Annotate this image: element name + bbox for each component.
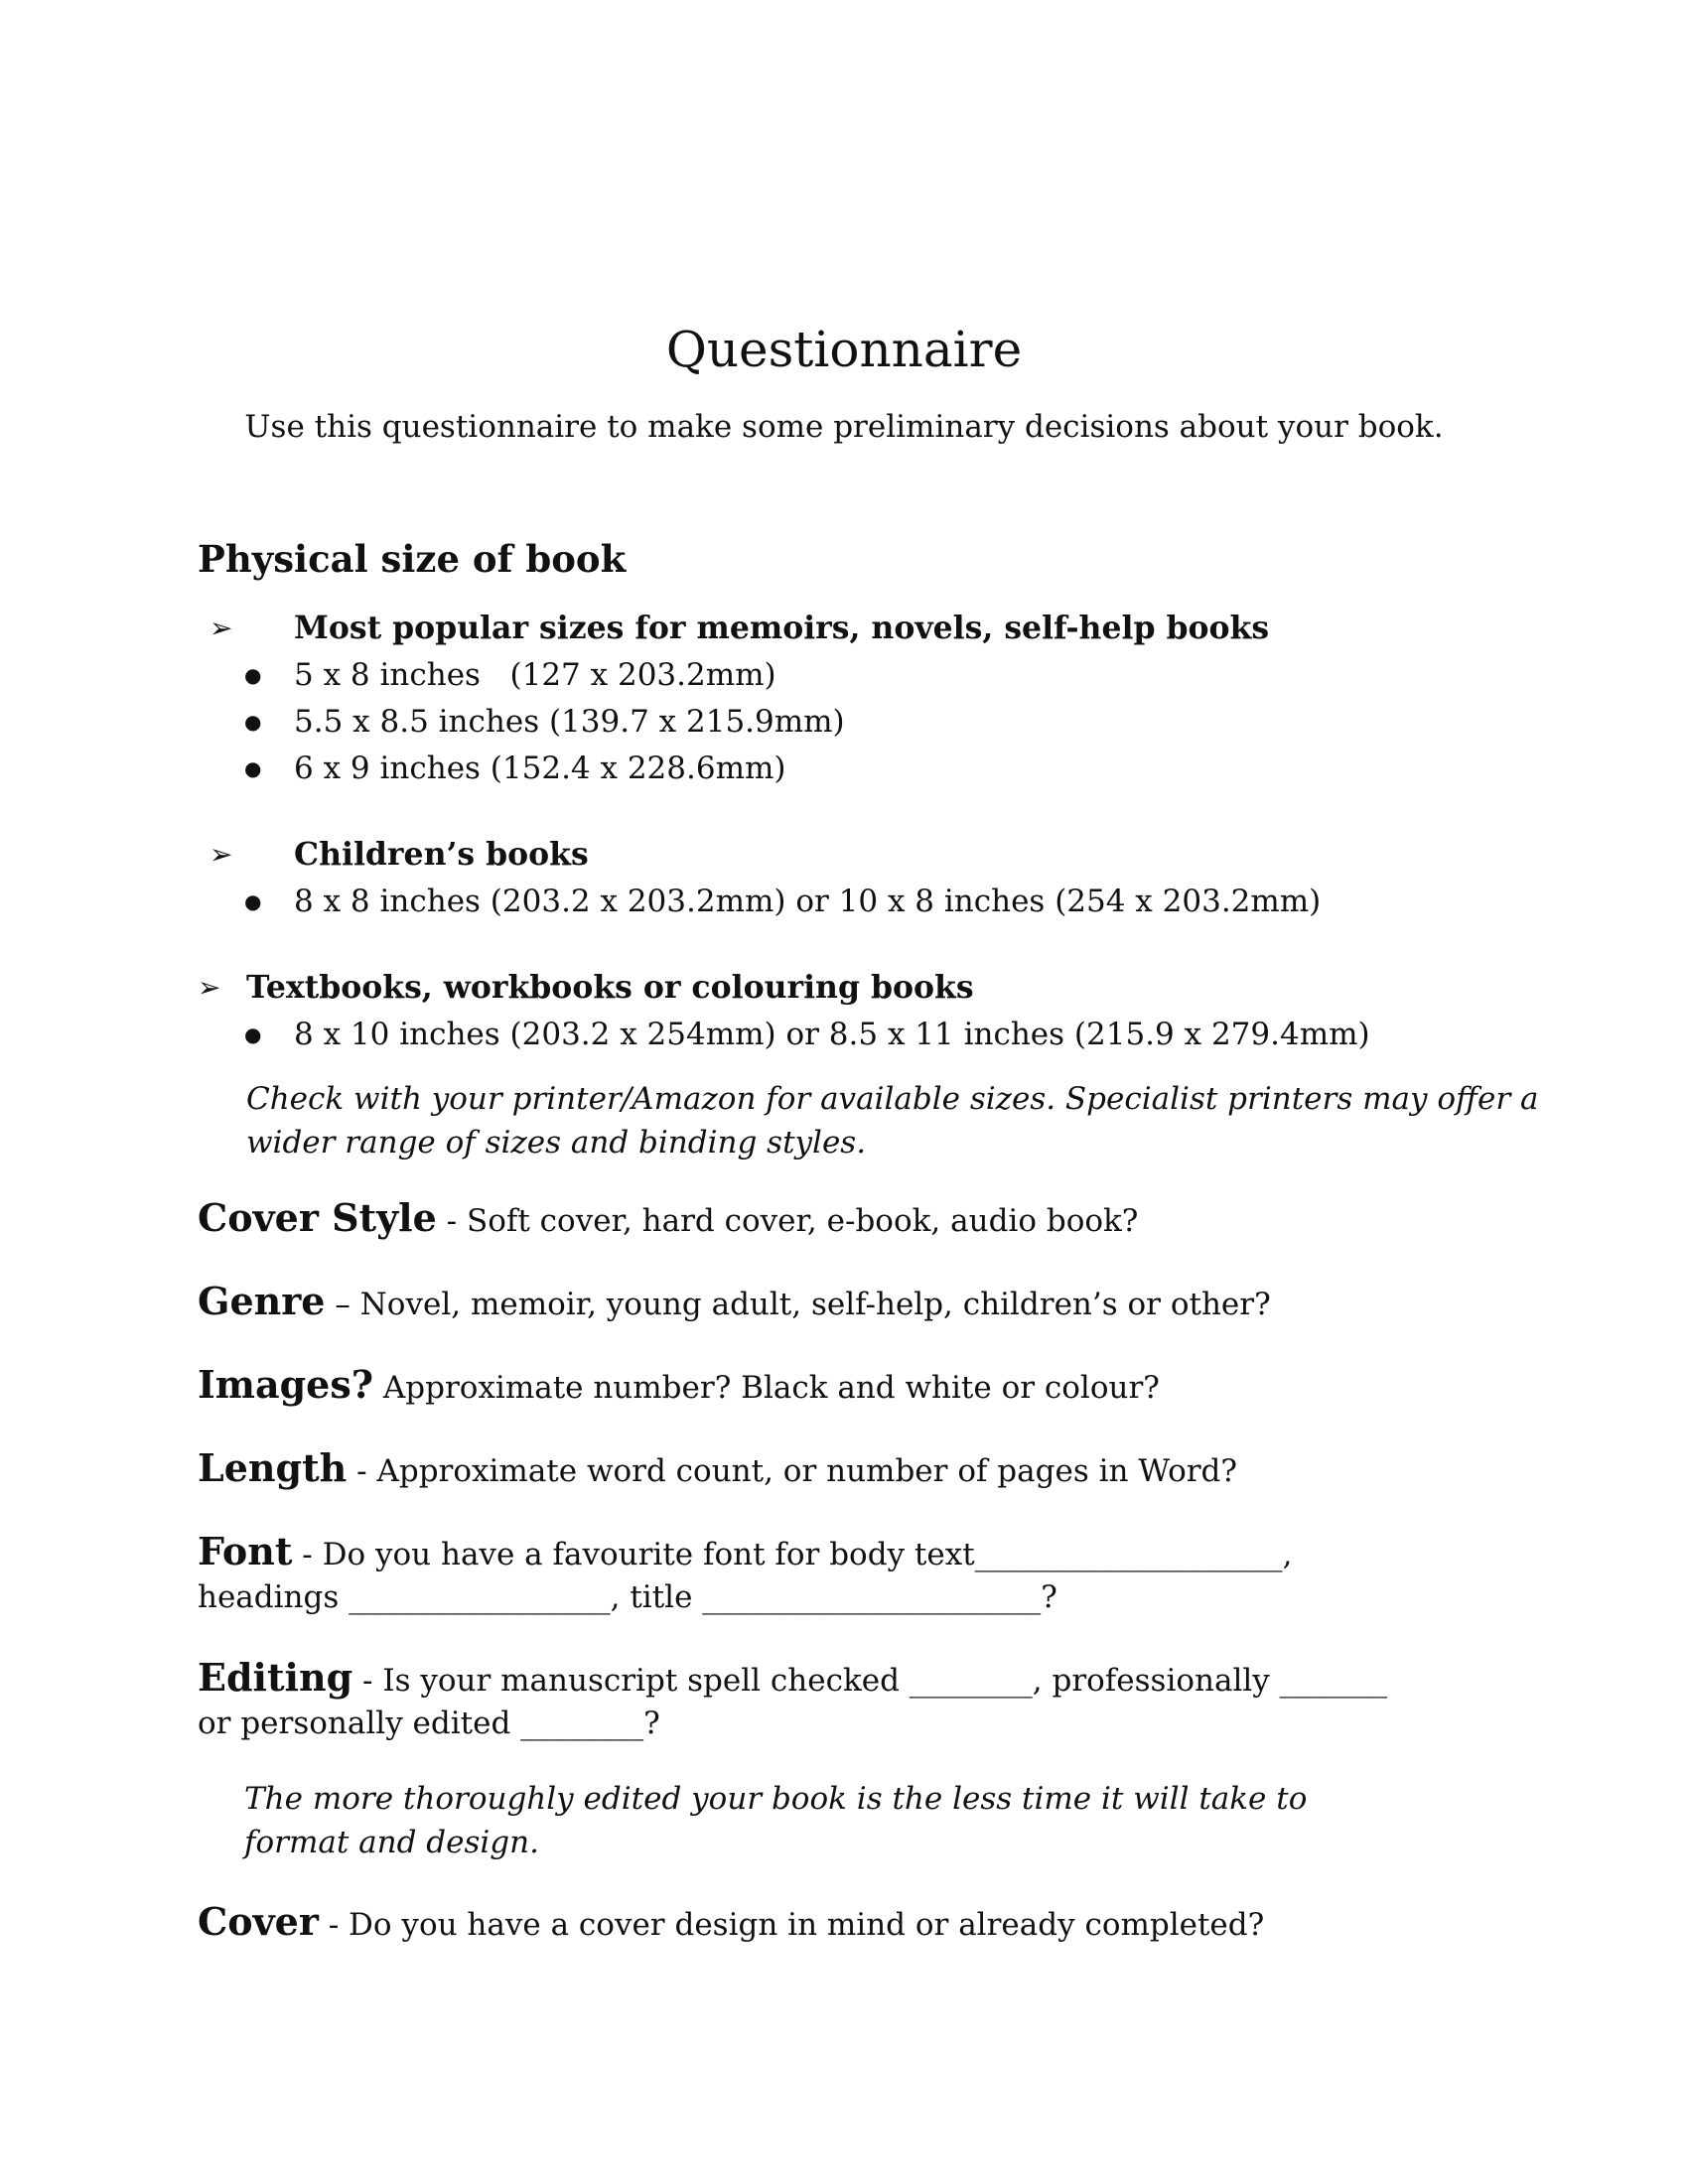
- physical-size-heading: Physical size of book: [198, 537, 627, 581]
- list-item: 8 x 10 inches (203.2 x 254mm) or 8.5 x 11 inches (215.9 x 279.4mm): [294, 1017, 1370, 1052]
- arrow-bullet-icon: ➢: [210, 612, 233, 644]
- bullet-icon: ●: [244, 663, 262, 687]
- images-line: [198, 1362, 1160, 1411]
- length-text: - Approximate word count, or number of pages in Word?: [347, 1453, 1238, 1489]
- genre-label: Genre: [198, 1279, 326, 1323]
- editing-note-line1: The more thoroughly edited your book is the less time it will take to: [244, 1781, 1308, 1817]
- editing-label: Editing: [198, 1655, 353, 1700]
- genre-line: [198, 1279, 1271, 1327]
- cover-style-label: Cover Style: [198, 1195, 437, 1240]
- cover-text: - Do you have a cover design in mind or already completed?: [318, 1907, 1265, 1943]
- page-title: Questionnaire: [665, 321, 1023, 378]
- length-label: Length: [198, 1445, 348, 1490]
- editing-text-line1: - Is your manuscript spell checked ________, professionally _______: [352, 1663, 1388, 1699]
- editing-note-line2: format and design.: [244, 1825, 539, 1860]
- cover-label: Cover: [198, 1899, 319, 1944]
- font-text-line1: - Do you have a favourite font for body text____________________,: [292, 1537, 1293, 1572]
- length-line: [198, 1445, 1237, 1494]
- cover-style-line: [198, 1195, 1138, 1244]
- list-item: 6 x 9 inches (152.4 x 228.6mm): [294, 751, 786, 786]
- images-text: Approximate number? Black and white or colour?: [373, 1370, 1160, 1406]
- genre-text: – Novel, memoir, young adult, self-help, children’s or other?: [325, 1287, 1271, 1322]
- sizes-note-line2: wider range of sizes and binding styles.: [246, 1125, 867, 1160]
- list-item: 5.5 x 8.5 inches (139.7 x 215.9mm): [294, 704, 845, 740]
- bullet-icon: ●: [244, 889, 262, 913]
- bullet-icon: ●: [244, 1023, 262, 1046]
- intro-text: Use this questionnaire to make some preliminary decisions about your book.: [244, 409, 1444, 445]
- list-item: 8 x 8 inches (203.2 x 203.2mm) or 10 x 8 inches (254 x 203.2mm): [294, 884, 1322, 919]
- bullet-icon: ●: [244, 710, 262, 734]
- editing-text-line2: or personally edited ________?: [198, 1706, 660, 1741]
- font-line: [198, 1529, 1293, 1577]
- textbooks-heading: Textbooks, workbooks or colouring books: [246, 969, 974, 1006]
- cover-style-text: - Soft cover, hard cover, e-book, audio book?: [436, 1203, 1139, 1239]
- childrens-books-heading: Children’s books: [294, 836, 589, 873]
- font-label: Font: [198, 1529, 293, 1573]
- images-label: Images?: [198, 1362, 374, 1407]
- popular-sizes-heading: Most popular sizes for memoirs, novels, self-help books: [294, 610, 1270, 646]
- sizes-note-line1: Check with your printer/Amazon for available sizes. Specialist printers may offer a: [246, 1081, 1539, 1117]
- arrow-bullet-icon: ➢: [198, 971, 221, 1004]
- cover-line: [198, 1899, 1264, 1948]
- arrow-bullet-icon: ➢: [210, 838, 233, 871]
- editing-line: [198, 1655, 1387, 1704]
- list-item: 5 x 8 inches (127 x 203.2mm): [294, 657, 776, 693]
- bullet-icon: ●: [244, 756, 262, 780]
- font-text-line2: headings _________________, title ______________________?: [198, 1579, 1057, 1615]
